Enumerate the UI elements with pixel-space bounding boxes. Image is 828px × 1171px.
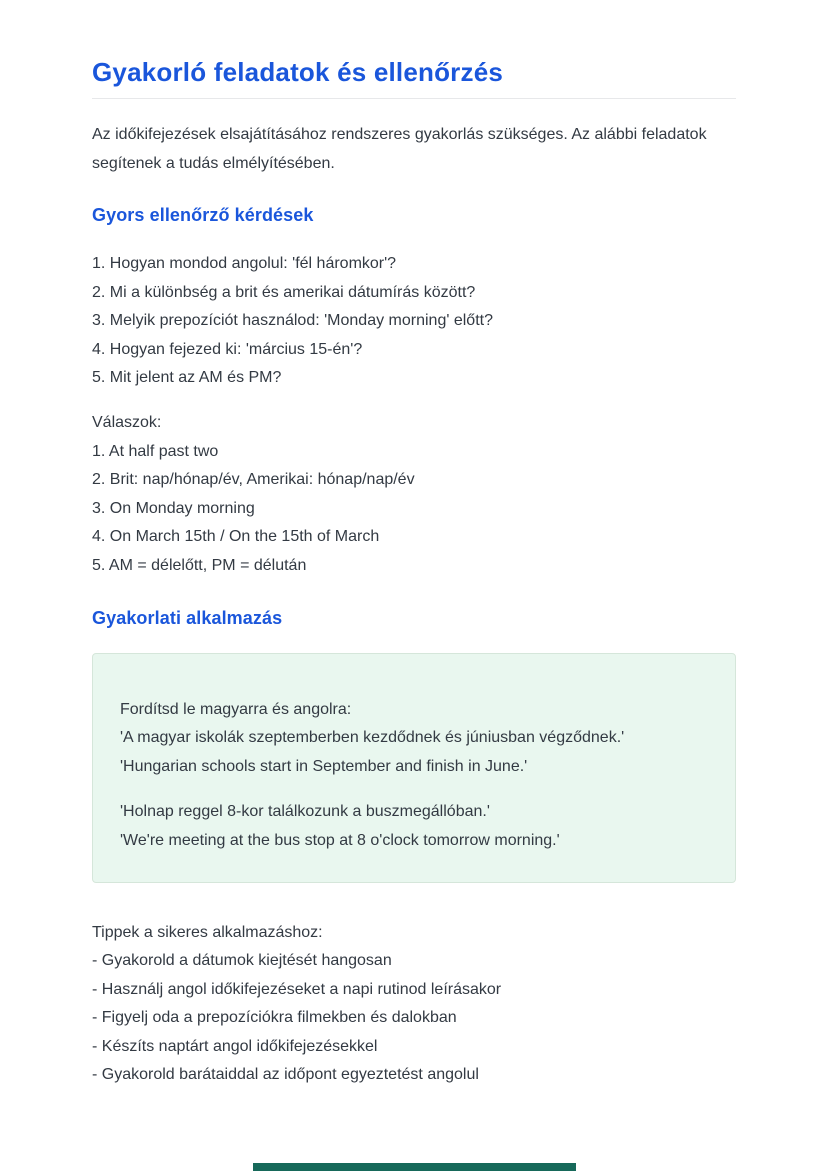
answers-block	[92, 409, 736, 581]
question-line: 3. Melyik prepozíciót használod: 'Monday morning' előtt?	[92, 312, 493, 330]
answer-line: 2. Brit: nap/hónap/év, Amerikai: hónap/nap/év	[92, 471, 415, 489]
practice-paragraph-1	[120, 696, 708, 782]
answers-list	[92, 438, 736, 581]
questions-list	[92, 250, 736, 393]
section-heading-quick-check: Gyors ellenőrző kérdések	[92, 205, 314, 225]
answer-line: 5. AM = délelőtt, PM = délután	[92, 556, 307, 574]
tip-line: - Készíts naptárt angol időkifejezésekkel	[92, 1037, 378, 1055]
section-heading-practice: Gyakorlati alkalmazás	[92, 607, 283, 628]
question-line: 4. Hogyan fejezed ki: 'március 15-én'?	[92, 340, 363, 358]
practice-box	[92, 653, 736, 883]
title-divider	[92, 98, 736, 99]
answer-line: 4. On March 15th / On the 15th of March	[92, 528, 380, 546]
practice-line: Fordítsd le magyarra és angolra:	[120, 700, 352, 718]
practice-line: 'We're meeting at the bus stop at 8 o'clock tomorrow morning.'	[120, 831, 560, 849]
answer-line: 1. At half past two	[92, 442, 219, 460]
tip-line: - Gyakorold barátaiddal az időpont egyeztetést angolul	[92, 1066, 479, 1084]
practice-line: 'Holnap reggel 8-kor találkozunk a buszmegállóban.'	[120, 803, 490, 821]
page-title: Gyakorló feladatok és ellenőrzés	[92, 57, 504, 87]
question-line: 2. Mi a különbség a brit és amerikai dátumírás között?	[92, 283, 476, 301]
practice-line: 'Hungarian schools start in September and finish in June.'	[120, 757, 528, 775]
answer-line: 3. On Monday morning	[92, 499, 255, 517]
tip-line: - Használj angol időkifejezéseket a napi rutinod leírásakor	[92, 980, 502, 998]
intro-paragraph: Az időkifejezések elsajátításához rendszeres gyakorlás szükséges. Az alábbi feladatok segítenek a tudás elmélyítésében.	[92, 126, 707, 172]
question-line: 1. Hogyan mondod angolul: 'fél háromkor'?	[92, 255, 397, 272]
practice-line: 'A magyar iskolák szeptemberben kezdődnek és júniusban végződnek.'	[120, 729, 625, 747]
practice-paragraph-2	[120, 798, 708, 855]
tips-list	[92, 947, 736, 1090]
bottom-cutoff-bar	[253, 1163, 576, 1171]
tip-line: - Figyelj oda a prepozíciókra filmekben és dalokban	[92, 1009, 457, 1027]
tip-line: - Gyakorold a dátumok kiejtését hangosan	[92, 952, 392, 970]
answers-label: Válaszok:	[92, 413, 162, 431]
question-line: 5. Mit jelent az AM és PM?	[92, 369, 282, 387]
tips-block	[92, 919, 736, 1091]
tips-heading: Tippek a sikeres alkalmazáshoz:	[92, 923, 323, 941]
